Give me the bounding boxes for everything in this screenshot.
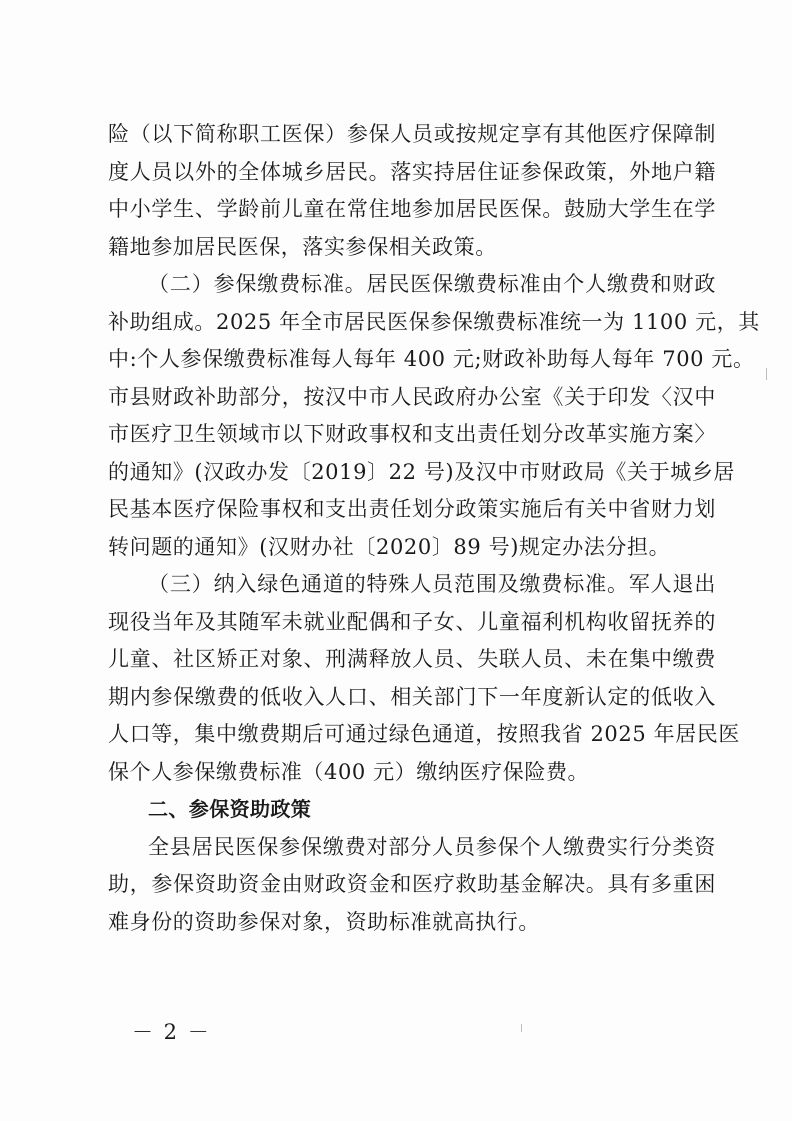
text-line: 期内参保缴费的低收入人口、相关部门下一年度新认定的低收入 bbox=[108, 684, 716, 709]
text-line: 籍地参加居民医保，落实参保相关政策。 bbox=[108, 234, 497, 259]
text-line: 人口等，集中缴费期后可通过绿色通道，按照我省 2025 年居民医 bbox=[108, 722, 740, 746]
text-line: 市县财政补助部分，按汉中市人民政府办公室《关于印发〈汉中 bbox=[108, 384, 716, 409]
text-line: 民基本医疗保险事权和支出责任划分政策实施后有关中省财力划 bbox=[108, 497, 716, 521]
section-heading: 二、参保资助政策 bbox=[148, 797, 312, 821]
text-line: 的通知》(汉政办发〔2019〕22 号)及汉中市财政局《关于城乡居 bbox=[108, 459, 736, 484]
text-line: 儿童、社区矫正对象、刑满释放人员、失联人员、未在集中缴费 bbox=[108, 647, 716, 671]
text-line: 险（以下简称职工医保）参保人员或按规定享有其他医疗保障制 bbox=[108, 122, 716, 146]
document-body bbox=[108, 116, 760, 941]
text-line: 现役当年及其随军未就业配偶和子女、儿童福利机构收留抚养的 bbox=[108, 609, 716, 634]
scan-artifact bbox=[766, 368, 767, 380]
text-line: 补助组成。2025 年全市居民医保参保缴费标准统一为 1100 元，其 bbox=[108, 309, 760, 334]
section-2-first-line: （二）参保缴费标准。居民医保缴费标准由个人缴费和财政 bbox=[148, 272, 716, 296]
page-number: － 2 － bbox=[132, 1020, 211, 1044]
text-line: 保个人参保缴费标准（400 元）缴纳医疗保险费。 bbox=[108, 759, 590, 784]
subsidy-first-line: 全县居民医保参保缴费对部分人员参保个人缴费实行分类资 bbox=[148, 834, 716, 859]
text-line: 度人员以外的全体城乡居民。落实持居住证参保政策，外地户籍 bbox=[108, 159, 716, 184]
text-line: 转问题的通知》(汉财办社〔2020〕89 号)规定办法分担。 bbox=[108, 534, 671, 559]
text-line: 中小学生、学龄前儿童在常住地参加居民医保。鼓励大学生在学 bbox=[108, 197, 716, 221]
scan-artifact bbox=[521, 1024, 522, 1032]
section-3-first-line: （三）纳入绿色通道的特殊人员范围及缴费标准。军人退出 bbox=[148, 572, 716, 596]
text-line: 难身份的资助参保对象，资助标准就高执行。 bbox=[108, 909, 540, 934]
text-line: 助，参保资助资金由财政资金和医疗救助基金解决。具有多重困 bbox=[108, 872, 716, 896]
text-line: 中:个人参保缴费标准每人每年 400 元;财政补助每人每年 700 元。 bbox=[108, 347, 755, 371]
text-line: 市医疗卫生领域市以下财政事权和支出责任划分改革实施方案〉 bbox=[108, 422, 716, 446]
